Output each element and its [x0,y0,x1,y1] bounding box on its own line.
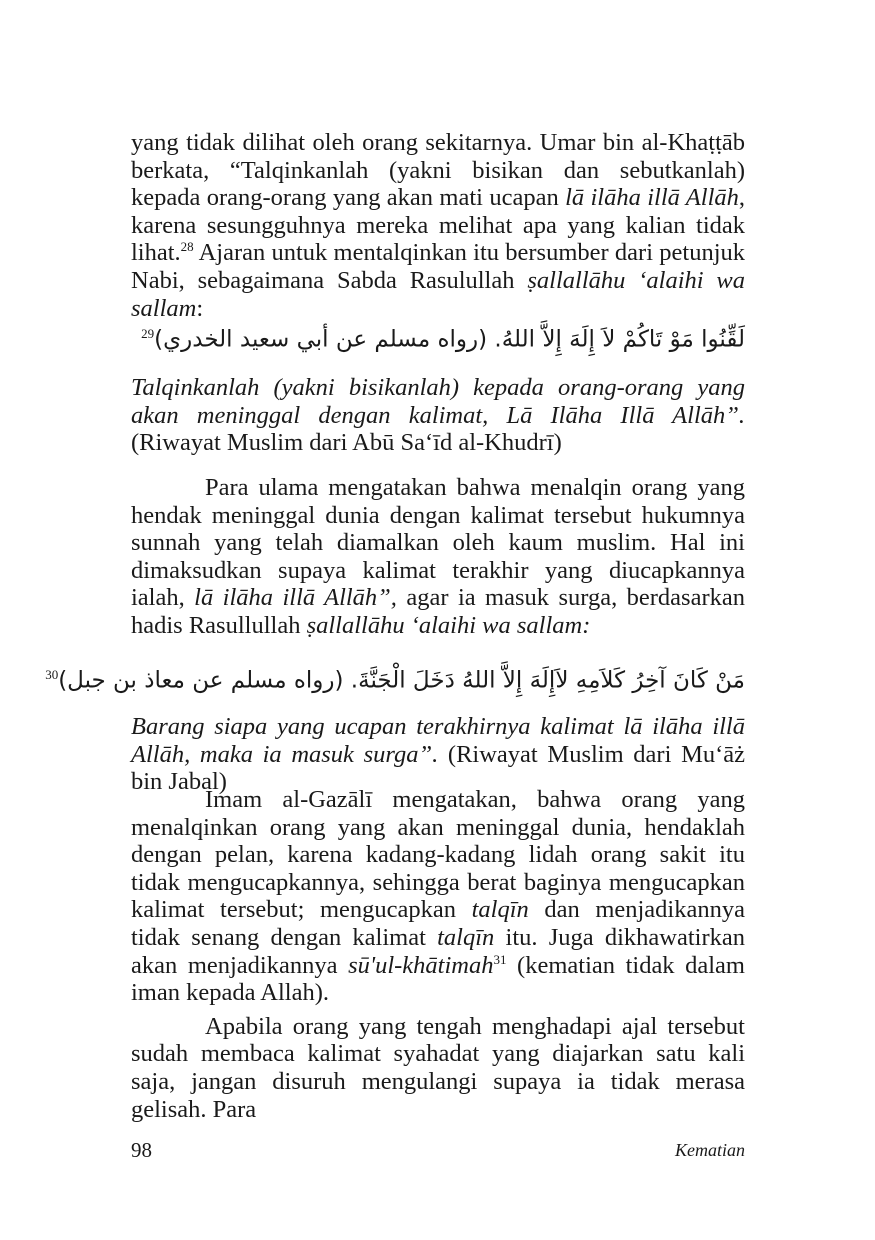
running-head: Kematian [675,1140,745,1160]
italic-phrase: sū'ul-khātimah [348,951,494,979]
footnote-ref-31: 31 [493,951,507,967]
text: Apabila orang yang tengah menghadapi ajal tersebut sudah membaca kalimat syahadat yang diajarkan satu kali saja, jangan disuruh mengulangi supaya ia tidak merasa gelisah. Para [131,1012,745,1123]
translation-2 [131,713,745,796]
italic-phrase: lā ilāha illā Allāh [565,184,739,212]
paragraph-umar-quote [131,129,745,322]
paragraph-ulama [131,474,745,640]
translation-source: (Riwayat Muslim dari Abū Sa‘īd al-Khudrī) [131,429,562,457]
italic-translation: Talqinkanlah (yakni bisikanlah) kepada orang-orang yang akan meninggal dengan kalimat, Lā Ilāha Illā Allāh”. [131,374,745,429]
arabic-hadith-2 [45,655,745,701]
text: agar ia masuk surga, berdasarkan hadis Rasullullah [131,584,745,639]
translation-1 [131,374,745,457]
arabic-hadith-1 [131,314,745,360]
text: itu. Juga dikhawatirkan akan menjadikannya [131,923,745,979]
text: Imam al-Gazālī mengatakan, bahwa orang yang menalqinkan orang yang akan meninggal dunia, hendaklah dengan pelan, karena kadang-kadang lidah orang sakit itu tidak mengucapkannya, sehingga berat baginya mengucapkan kalimat tersebut; mengucapkan [131,786,745,924]
page-number: 98 [131,1138,152,1162]
footnote-ref-28: 28 [180,239,194,255]
arabic-text: لَقِّنُوا مَوْ تَاكُمْ لاَ إِلَهَ إِلاَّ اللهُ. (رواه مسلم عن أبي سعيد الخدري) [154,326,745,353]
text: , karena sesungguhnya mereka melihat apa yang kalian tidak lihat. [131,184,745,267]
text: : [196,294,204,322]
italic-translation: Barang siapa yang ucapan terakhirnya kalimat lā ilāha illā Allāh, maka ia masuk surga”. [131,713,745,768]
italic-phrase: talqīn [437,923,495,951]
italic-phrase: ṣallallāhu ‘alaihi wa sallam [131,266,745,322]
paragraph-gazali [131,786,745,1123]
arabic-text: مَنْ كَانَ آخِرُ كَلاَمِهِ لاَإِلَهَ إِلاَّ اللهُ دَخَلَ الْجَنَّةَ. (رواه مسلم عن معاذ بن جبل) [58,667,745,694]
text: Ajaran untuk mentalqinkan itu bersumber dari petunjuk Nabi, sebagaimana Sabda Rasulullah [131,239,745,294]
footnote-ref-30: 30 [45,667,59,682]
text: yang tidak dilihat oleh orang sekitarnya. Umar bin al-Khaṭṭāb berkata, “Talqinkanlah (yakni bisikan dan sebutkanlah) kepada orang-orang yang akan mati ucapan [131,129,745,212]
italic-phrase: lā ilāha illā Allāh”, [194,584,397,612]
text: dan menjadikannya tidak senang dengan kalimat [131,896,745,951]
italic-phrase: talqīn [471,896,529,924]
italic-phrase: ṣallallāhu ‘alaihi wa sallam: [306,611,591,639]
text: Para ulama mengatakan bahwa menalqin orang yang hendak meninggal dunia dengan kalimat tersebut hukumnya sunnah yang telah diamalkan oleh kaum muslim. Hal ini dimaksudkan supaya kalimat terakhir yang diucapkannya ialah, [131,474,745,612]
footnote-ref-29: 29 [141,326,155,341]
translation-source: (Riwayat Muslim dari Mu‘āż bin Jabal) [131,740,746,796]
text: (kematian tidak dalam iman kepada Allah). [131,951,745,1007]
